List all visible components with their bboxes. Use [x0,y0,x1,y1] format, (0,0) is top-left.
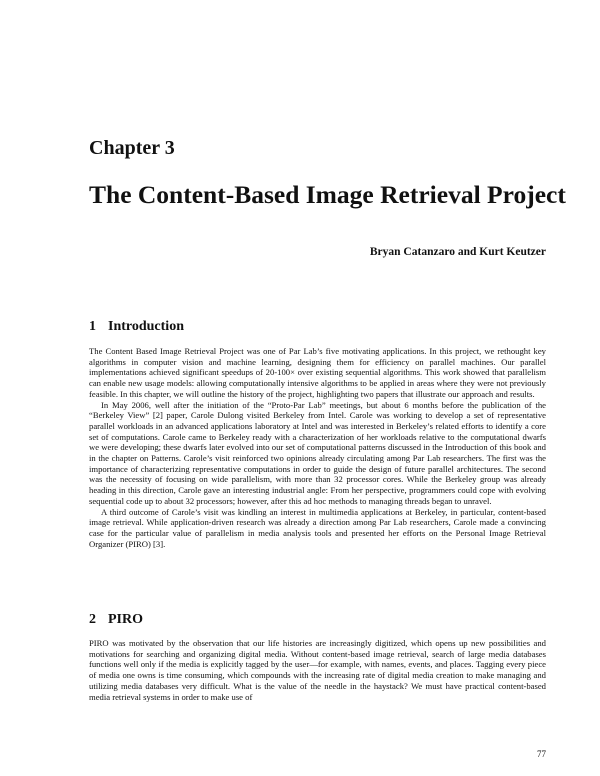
section-title: Introduction [108,319,184,334]
chapter-title: The Content-Based Image Retrieval Project [89,180,566,209]
paragraph: PIRO was motivated by the observation that our life histories are increasingly digitized, which opens up new possibilities and motivations for searching and organizing digital media. Without content-based image retrieval, search of large media databases functions well only if the media is explicitly tagged by the user—for example, with names, events, and places. Tagging every piece of media one owns is time consuming, which compounds with the increasing rate of digital media creation to make managing and utilizing media databases very difficult. What is the value of the needle in the haystack? We must have practical content-based media retrieval systems in order to make use of [89,638,546,702]
section-body-introduction [89,346,546,549]
chapter-label: Chapter 3 [89,137,175,159]
section-number: 1 [89,319,96,334]
section-heading-introduction [89,318,184,336]
section-number: 2 [89,612,96,627]
paragraph: A third outcome of Carole’s visit was kindling an interest in multimedia applications at Berkeley, in particular, content-based image retrieval. While application-driven research was already a direction among Par Lab researchers, Carole made a convincing case for the particular value of parallelism in media analysis tools and presented her efforts on the Personal Image Retrieval Organizer (PIRO) [3]. [89,506,546,549]
paragraph: The Content Based Image Retrieval Project was one of Par Lab’s five motivating applications. In this project, we rethought key algorithms in computer vision and machine learning, designing them for efficiency on parallel machines. Our parallel implementations achieved significant speedups of 20-100× over existing sequential algorithms. This work showed that parallelism can enable new usage models: allowing computationally intensive algorithms to be applied in areas where they were not previously feasible. In this chapter, we will outline the history of the project, highlighting two papers that illustrate our approach and results. [89,346,546,399]
paragraph: In May 2006, well after the initiation of the “Proto-Par Lab” meetings, but about 6 months before the publication of the “Berkeley View” [2] paper, Carole Dulong visited Berkeley from Intel. Carole was working to develop a set of representative parallel workloads in an advanced applications laboratory at Intel and was interested in Berkeley’s related efforts to identify a core set of computations. Carole came to Berkeley ready with a characterization of her workloads relative to the computational dwarfs we were developing; these dwarfs later evolved into our set of computational patterns discussed in the Introduction of this book and in the chapter on Patterns. Carole’s visit reinforced two opinions already circulating among Par Lab researchers. The first was the importance of characterizing representative computations in order to guide the design of future parallel architectures. The second was the necessity of focusing on wide parallelism, with more than 32 processor cores. While the Berkeley group was already heading in this direction, Carole gave an interesting industrial angle: From her perspective, programmers could cope with evolving sequential code up to about 32 processors; however, after this ad hoc methods to managing threads began to unravel. [89,399,546,506]
section-title: PIRO [108,612,143,627]
section-body-piro [89,638,546,702]
page-number: 77 [537,749,546,759]
section-heading-piro [89,611,143,629]
authors: Bryan Catanzaro and Kurt Keutzer [369,246,546,258]
